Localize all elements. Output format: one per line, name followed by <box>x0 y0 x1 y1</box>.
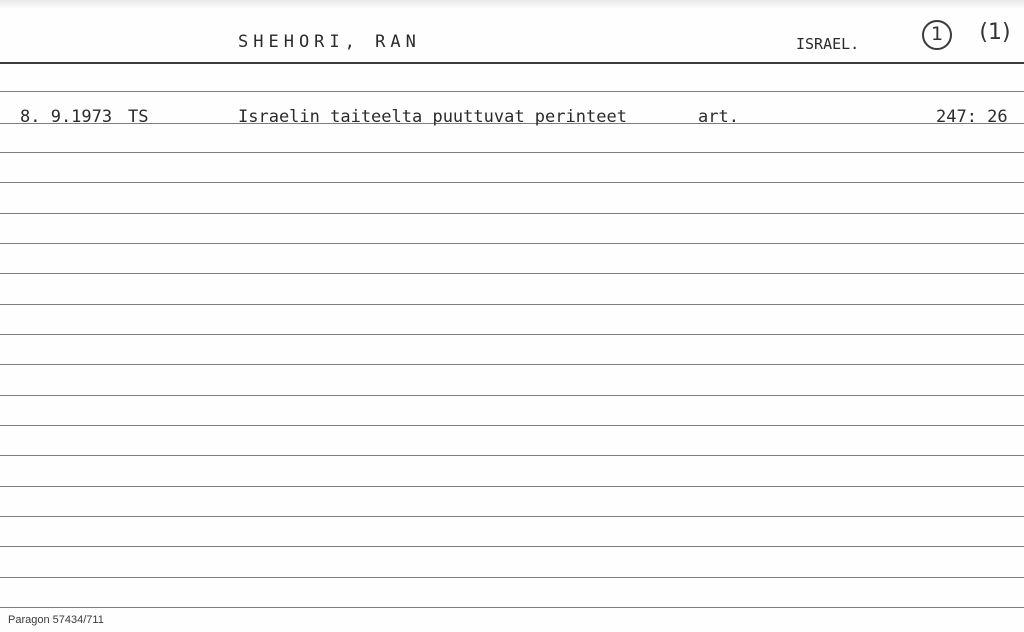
entry-reference: 247: 26 <box>936 107 1008 127</box>
ruled-line <box>0 243 1024 244</box>
card-footer-print: Paragon 57434/711 <box>8 614 104 626</box>
ruled-line <box>0 152 1024 153</box>
ruled-line <box>0 455 1024 456</box>
ruled-line <box>0 182 1024 183</box>
ruled-line <box>0 516 1024 517</box>
ruled-line <box>0 546 1024 547</box>
ruled-line <box>0 273 1024 274</box>
ruled-line <box>0 395 1024 396</box>
ruled-line <box>0 486 1024 487</box>
country-label: ISRAEL. <box>796 35 860 53</box>
entry-date: 8. 9.1973 <box>20 107 113 127</box>
paren-number-mark: (1) <box>979 20 1011 45</box>
person-name: SHEHORI, RAN <box>238 32 421 52</box>
card-top-edge <box>0 0 1024 8</box>
entry-type: art. <box>698 107 739 127</box>
ruled-line <box>0 364 1024 365</box>
ruled-line <box>0 91 1024 92</box>
circled-number-text: 1 <box>930 23 944 45</box>
entry-source: TS <box>128 107 149 127</box>
header-rule <box>0 62 1024 64</box>
ruled-line <box>0 334 1024 335</box>
ruled-line <box>0 304 1024 305</box>
ruled-line <box>0 577 1024 578</box>
ruled-line <box>0 607 1024 608</box>
ruled-line <box>0 425 1024 426</box>
ruled-line <box>0 213 1024 214</box>
entry-title: Israelin taiteelta puuttuvat perinteet <box>238 107 627 127</box>
